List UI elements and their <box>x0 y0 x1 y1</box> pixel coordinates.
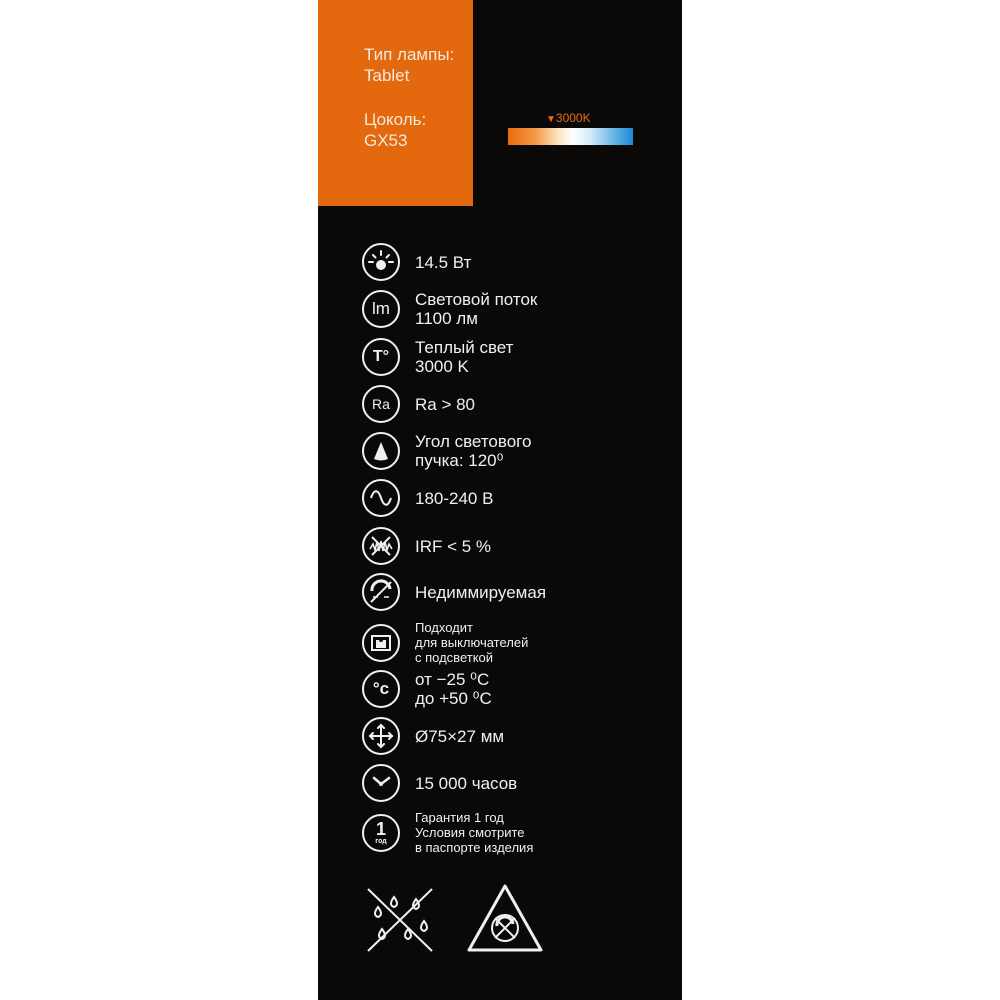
spec-color-temperature-line2: 3000 K <box>415 357 469 376</box>
bulb-power-icon <box>362 243 400 281</box>
marker-triangle-icon: ▼ <box>546 114 556 125</box>
spec-beam-angle-line1: Угол светового <box>415 432 532 451</box>
no-hot-surface-warning-icon <box>465 882 545 961</box>
lamp-info-block <box>318 0 473 206</box>
spec-ripple <box>362 527 491 565</box>
ac-voltage-icon <box>362 479 400 517</box>
spec-ripple-line1: IRF < 5 % <box>415 536 492 556</box>
spec-power-line1: 14.5 Вт <box>415 252 472 272</box>
warranty-icon: 1 год <box>362 814 400 852</box>
no-moisture-icon <box>360 885 440 960</box>
spec-switch-backlight-line1: Подходит <box>415 620 473 635</box>
spec-voltage-line1: 180-240 В <box>415 488 494 508</box>
spec-dimmable <box>362 573 546 611</box>
spec-warranty-line3: в паспорте изделия <box>415 840 534 855</box>
spec-dimensions <box>362 717 504 755</box>
spec-switch-backlight-line2: для выключателей <box>415 635 529 650</box>
color-temperature-scale <box>508 128 633 145</box>
color-rendering-icon: Ra <box>362 385 400 423</box>
spec-switch-backlight <box>362 620 528 665</box>
spec-color-temperature-line1: Теплый свет <box>415 338 514 357</box>
spec-voltage <box>362 479 493 517</box>
lamp-type-label: Тип лампы: <box>364 45 455 64</box>
spec-lifetime-line1: 15 000 часов <box>415 773 518 793</box>
spec-warranty-line2: Условия смотрите <box>415 825 525 840</box>
spec-dimensions-line1: Ø75×27 мм <box>415 726 505 746</box>
spec-luminous-flux <box>362 290 537 328</box>
not-dimmable-icon <box>362 573 400 611</box>
spec-beam-angle <box>362 432 531 470</box>
ripple-icon <box>362 527 400 565</box>
lumen-icon: lm <box>362 290 400 328</box>
lamp-type-value: Tablet <box>364 66 410 85</box>
dimensions-icon <box>362 717 400 755</box>
base-value: GX53 <box>364 131 408 150</box>
spec-warranty-line1: Гарантия 1 год <box>415 810 504 825</box>
spec-power <box>362 243 471 281</box>
spec-warranty <box>362 810 533 855</box>
temperature-icon: T° <box>362 338 400 376</box>
spec-operating-temperature-line1: от −25 ⁰С <box>415 670 490 689</box>
spec-color-rendering <box>362 385 475 423</box>
base-label: Цоколь: <box>364 110 427 129</box>
spec-beam-angle-line2: пучка: 120⁰ <box>415 451 504 470</box>
switch-backlight-icon <box>362 624 400 662</box>
color-temp-marker: ▼3000K <box>546 111 591 125</box>
spec-luminous-flux-line1: Световой поток <box>415 290 538 309</box>
spec-switch-backlight-line3: с подсветкой <box>415 650 494 665</box>
spec-dimmable-line1: Недиммируемая <box>415 582 547 602</box>
spec-color-temperature <box>362 338 513 376</box>
beam-angle-icon <box>362 432 400 470</box>
spec-color-rendering-line1: Ra > 80 <box>415 394 476 414</box>
spec-operating-temperature-line2: до +50 ⁰С <box>415 689 492 708</box>
lifetime-clock-icon <box>362 764 400 802</box>
celsius-icon: °c <box>362 670 400 708</box>
spec-lifetime <box>362 764 517 802</box>
spec-luminous-flux-line2: 1100 лм <box>415 309 478 328</box>
spec-operating-temperature <box>362 670 492 708</box>
